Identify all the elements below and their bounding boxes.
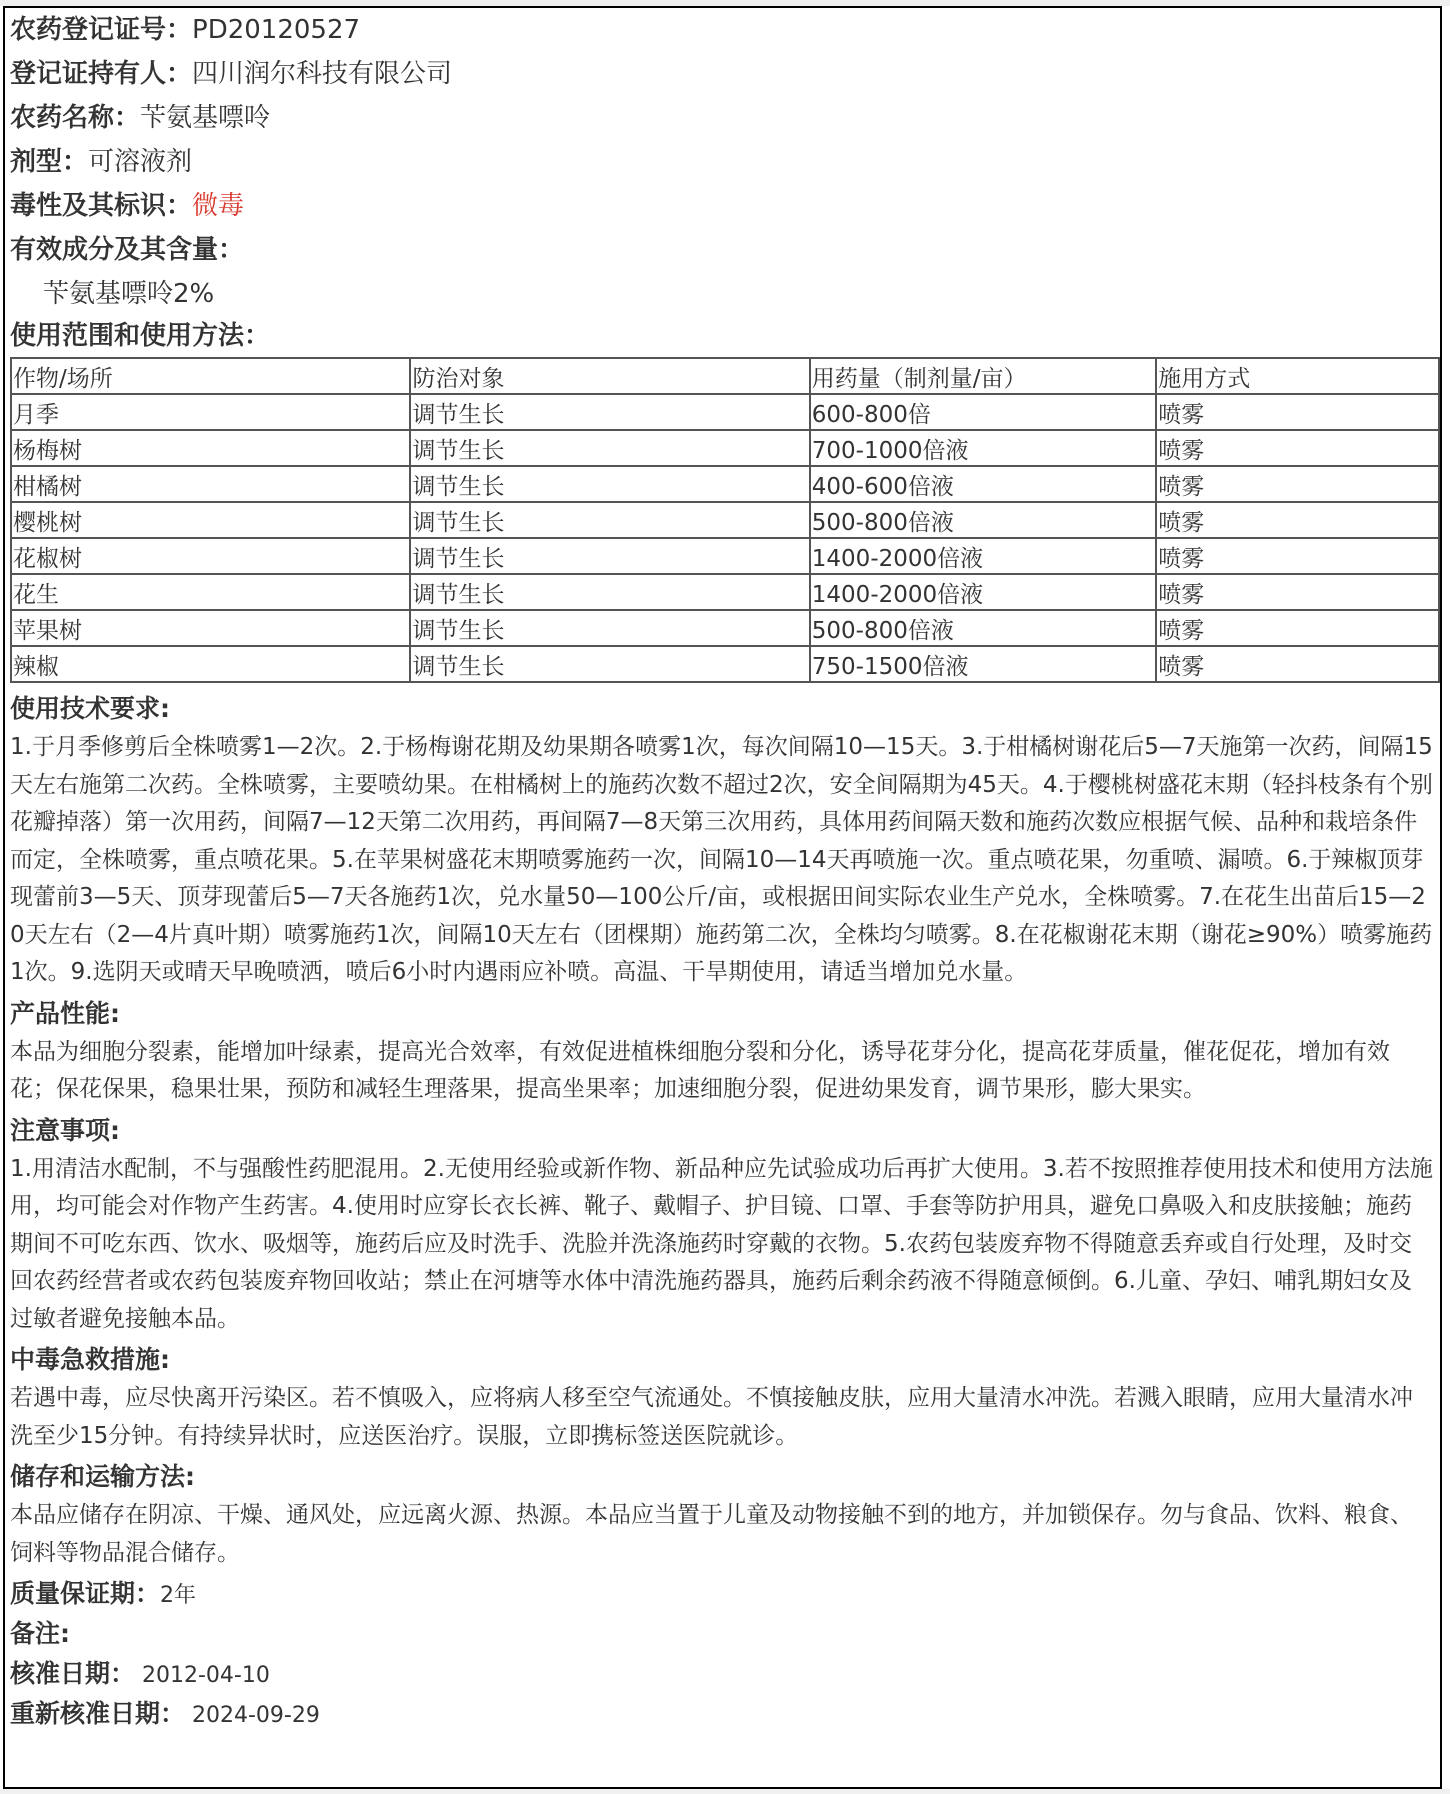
approval-date-label: 核准日期： [10,1659,136,1688]
dosage-cell: 1400-2000倍液 [810,538,1156,574]
ingredient-label: 有效成分及其含量： [10,235,245,265]
holder-row [10,52,1438,96]
target-cell: 调节生长 [410,430,809,466]
ingredient-heading-row [10,228,1438,272]
crop-cell: 花生 [11,574,410,610]
crop-cell: 月季 [11,394,410,430]
registration-number-row [10,8,1438,52]
approval-date-value: 2012-04-10 [135,1663,270,1688]
table-header-cell: 防治对象 [410,358,809,394]
table-row [11,574,1439,610]
bottom-band [0,1789,1450,1794]
toxicity-row [10,184,1438,228]
formulation-row [10,140,1438,184]
ingredient-value-row [10,272,1438,316]
registration-number-label: 农药登记证号： [10,15,193,45]
toxicity-label: 毒性及其标识： [10,191,193,221]
performance-heading: 产品性能: [10,998,120,1028]
table-row [11,466,1439,502]
precautions-text: 1.用清洁水配制，不与强酸性药肥混用。2.无使用经验或新作物、新品种应先试验成功后再扩大使用。3.若不按照推荐使用技术和使用方法施用，均可能会对作物产生药害。4.使用时应穿长衣长裤、靴子、戴帽子、护目镜、口罩、手套等防护用具，避免口鼻吸入和皮肤接触；施药期间不可吃东西、饮水、吸烟等，施药后应及时洗手、洗脸并洗涤施药时穿戴的衣物。5.农药包装废弃物不得随意丢弃或自行处理，及时交回农药经营者或农药包装废弃物回收站；禁止在河塘等水体中清洗施药器具，施药后剩余药液不得随意倾倒。6.儿童、孕妇、哺乳期妇女及过敏者避免接触本品。 [10,1155,1433,1332]
storage-heading: 储存和运输方法: [10,1462,195,1491]
dosage-cell: 500-800倍液 [810,502,1156,538]
shelf-life-label: 质量保证期： [10,1579,161,1608]
table-row [11,394,1439,430]
table-row [11,538,1439,574]
first-aid-text: 若遇中毒，应尽快离开污染区。若不慎吸入，应将病人移至空气流通处。不慎接触皮肤，应用大量清水冲洗。若溅入眼睛，应用大量清水冲洗至少15分钟。有持续异状时，应送医治疗。误服，立即携标签送医院就诊。 [10,1385,1413,1449]
dosage-cell: 400-600倍液 [810,466,1156,502]
dosage-cell: 500-800倍液 [810,610,1156,646]
crop-cell: 花椒树 [11,538,410,574]
table-row [11,430,1439,466]
table-header-cell: 用药量（制剂量/亩） [810,358,1156,394]
scope-label: 使用范围和使用方法： [10,321,271,351]
registration-number-value: PD20120527 [192,15,361,45]
ingredient-value: 苄氨基嘌呤2% [43,279,215,309]
reapproval-date-value: 2024-09-29 [185,1703,320,1728]
crop-cell: 杨梅树 [11,430,410,466]
table-header-row [11,358,1439,394]
method-cell: 喷雾 [1156,610,1439,646]
table-header-cell: 施用方式 [1156,358,1439,394]
target-cell: 调节生长 [410,646,809,682]
method-cell: 喷雾 [1156,394,1439,430]
tech-requirements-heading: 使用技术要求: [10,694,170,723]
scope-heading-row [10,316,1438,356]
remarks-label: 备注: [10,1619,70,1648]
first-aid-heading: 中毒急救措施: [10,1345,170,1374]
shelf-life-row [10,1574,1438,1614]
dosage-cell: 750-1500倍液 [810,646,1156,682]
target-cell: 调节生长 [410,610,809,646]
crop-cell: 辣椒 [11,646,410,682]
method-cell: 喷雾 [1156,646,1439,682]
method-cell: 喷雾 [1156,574,1439,610]
dosage-cell: 1400-2000倍液 [810,574,1156,610]
pesticide-name-label: 农药名称： [10,103,141,133]
registration-document [3,6,1442,1789]
storage-text: 本品应储存在阴凉、干燥、通风处，应远离火源、热源。本品应当置于儿童及动物接触不到的地方，并加锁保存。勿与食品、饮料、粮食、饲料等物品混合储存。 [10,1502,1413,1566]
target-cell: 调节生长 [410,574,809,610]
target-cell: 调节生长 [410,538,809,574]
crop-cell: 柑橘树 [11,466,410,502]
method-cell: 喷雾 [1156,538,1439,574]
target-cell: 调节生长 [410,502,809,538]
table-row [11,646,1439,682]
holder-label: 登记证持有人： [10,59,193,89]
table-row [11,610,1439,646]
dosage-cell: 600-800倍 [810,394,1156,430]
target-cell: 调节生长 [410,466,809,502]
table-header-cell: 作物/场所 [11,358,410,394]
target-cell: 调节生长 [410,394,809,430]
reapproval-date-label: 重新核准日期： [10,1699,186,1728]
pesticide-name-value: 苄氨基嘌呤 [140,103,271,133]
pesticide-name-row [10,96,1438,140]
document-content [10,8,1438,1734]
method-cell: 喷雾 [1156,502,1439,538]
tech-requirements-text: 1.于月季修剪后全株喷雾1—2次。2.于杨梅谢花期及幼果期各喷雾1次，每次间隔10—15天。3.于柑橘树谢花后5—7天施第一次药，间隔15天左右施第二次药。全株喷雾，主要喷幼果。在柑橘树上的施药次数不超过2次，安全间隔期为45天。4.于樱桃树盛花末期（轻抖枝条有个别花瓣掉落）第一次用药，间隔7—12天第二次用药，再间隔7—8天第三次用药，具体用药间隔天数和施药次数应根据气候、品种和栽培条件而定，全株喷雾，重点喷花果。5.在苹果树盛花末期喷雾施药一次，间隔10—14天再喷施一次。重点喷花果，勿重喷、漏喷。6.于辣椒顶芽现蕾前3—5天、顶芽现蕾后5—7天各施药1次，兑水量50—100公斤/亩，或根据田间实际农业生产兑水，全株喷雾。7.在花生出苗后15—20天左右（2—4片真叶期）喷雾施药1次，间隔10天左右（团棵期）施药第二次，全株均匀喷雾。8.在花椒谢花末期（谢花≥90%）喷雾施药1次。9.选阴天或晴天早晚喷洒，喷后6小时内遇雨应补喷。高温、干旱期使用，请适当增加兑水量。 [10,734,1433,985]
formulation-label: 剂型： [10,147,89,177]
formulation-value: 可溶液剂 [88,147,193,177]
crop-cell: 樱桃树 [11,502,410,538]
performance-text: 本品为细胞分裂素，能增加叶绿素，提高光合效率，有效促进植株细胞分裂和分化，诱导花芽分化，提高花芽质量，催花促花，增加有效花；保花保果，稳果壮果，预防和减轻生理落果，提高坐果率；加速细胞分裂，促进幼果发育，调节果形，膨大果实。 [10,1038,1390,1102]
precautions-heading: 注意事项: [10,1115,120,1145]
method-cell: 喷雾 [1156,430,1439,466]
holder-value: 四川润尔科技有限公司 [192,59,453,89]
toxicity-value: 微毒 [192,191,245,221]
dosage-cell: 700-1000倍液 [810,430,1156,466]
usage-table [10,357,1440,683]
method-cell: 喷雾 [1156,466,1439,502]
table-row [11,502,1439,538]
approval-date-row [10,1654,1438,1694]
remarks-row [10,1614,1438,1654]
reapproval-date-row [10,1694,1438,1734]
shelf-life-value: 2年 [160,1583,197,1608]
crop-cell: 苹果树 [11,610,410,646]
